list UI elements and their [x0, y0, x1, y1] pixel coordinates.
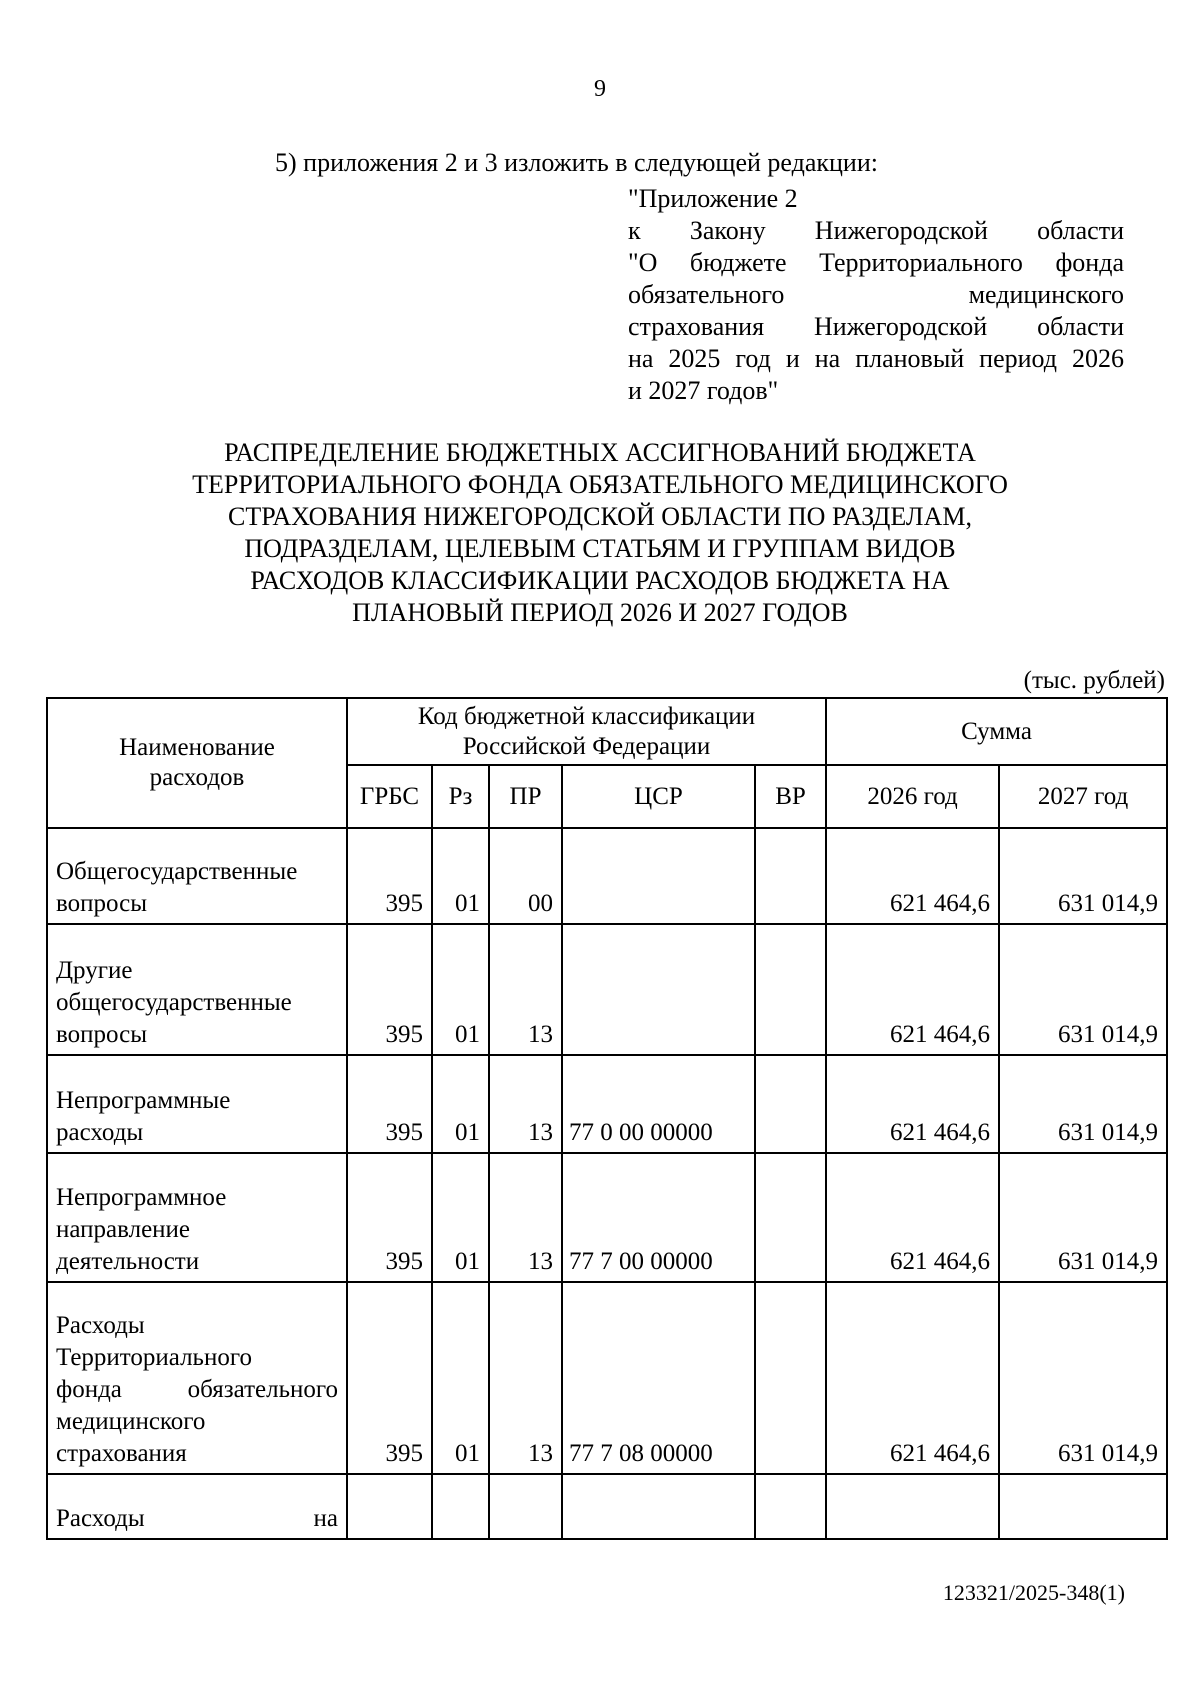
cell-csr	[562, 924, 755, 1055]
cell-2027: 631 014,9	[999, 1055, 1167, 1153]
cell-2027	[999, 1474, 1167, 1539]
row-name-line: общегосударственные	[56, 989, 292, 1016]
row-name-line: Непрограммные	[56, 1087, 231, 1114]
row-name-line: вопросы	[56, 890, 148, 917]
table-row	[47, 1153, 1167, 1282]
appendix-line: на 2025 год и на плановый период 2026	[628, 344, 1124, 373]
header-rz: Рз	[432, 765, 489, 828]
cell-vr	[755, 1153, 826, 1282]
row-name-line: вопросы	[56, 1021, 148, 1048]
row-name-line: Общегосударственные	[56, 858, 298, 885]
cell-2026: 621 464,6	[826, 1282, 999, 1474]
row-name-line: Территориального	[56, 1344, 252, 1371]
row-name-line: Другие	[56, 957, 133, 984]
cell-2026: 621 464,6	[826, 828, 999, 924]
units-label: (тыс. рублей)	[1023, 667, 1165, 694]
cell-vr	[755, 828, 826, 924]
appendix-line: к Закону Нижегородской области	[628, 216, 1124, 245]
cell-2026: 621 464,6	[826, 1153, 999, 1282]
cell-pr	[489, 1474, 562, 1539]
cell-grbs: 395	[347, 924, 432, 1055]
title-line: ПОДРАЗДЕЛАМ, ЦЕЛЕВЫМ СТАТЬЯМ И ГРУППАМ ВИДОВ	[244, 534, 956, 563]
row-name-line: фонда обязательного	[56, 1376, 338, 1403]
cell-vr	[755, 1282, 826, 1474]
title-line: РАСПРЕДЕЛЕНИЕ БЮДЖЕТНЫХ АССИГНОВАНИЙ БЮДЖЕТА	[224, 438, 976, 467]
header-code-group: Код бюджетной классификации Российской Федерации	[347, 698, 826, 765]
row-name-line: Расходы на	[56, 1505, 338, 1532]
appendix-line: обязательного медицинского	[628, 280, 1124, 309]
cell-pr: 13	[489, 1153, 562, 1282]
cell-csr	[562, 828, 755, 924]
header-2027: 2027 год	[999, 765, 1167, 828]
table-row	[47, 828, 1167, 924]
row-name	[47, 924, 347, 1055]
table-row	[47, 1474, 1167, 1539]
cell-grbs: 395	[347, 828, 432, 924]
cell-rz: 01	[432, 828, 489, 924]
row-name-line: расходы	[56, 1119, 144, 1146]
row-name-line: Расходы	[56, 1312, 145, 1339]
title-line: ТЕРРИТОРИАЛЬНОГО ФОНДА ОБЯЗАТЕЛЬНОГО МЕДИЦИНСКОГО	[192, 470, 1008, 499]
cell-rz: 01	[432, 1153, 489, 1282]
header-sum-group: Сумма	[826, 698, 1167, 765]
cell-2027: 631 014,9	[999, 1153, 1167, 1282]
document-title	[0, 437, 1200, 629]
cell-grbs	[347, 1474, 432, 1539]
intro-text: 5) приложения 2 и 3 изложить в следующей редакции:	[275, 148, 878, 177]
cell-pr: 13	[489, 1055, 562, 1153]
cell-vr	[755, 1055, 826, 1153]
cell-2027: 631 014,9	[999, 1282, 1167, 1474]
row-name-line: деятельности	[56, 1248, 200, 1275]
row-name	[47, 1474, 347, 1539]
header-csr: ЦСР	[562, 765, 755, 828]
table-row	[47, 1282, 1167, 1474]
cell-csr: 77 7 00 00000	[562, 1153, 755, 1282]
cell-pr: 13	[489, 924, 562, 1055]
header-name: Наименование расходов	[47, 698, 347, 828]
cell-rz: 01	[432, 1055, 489, 1153]
header-2026: 2026 год	[826, 765, 999, 828]
cell-csr: 77 0 00 00000	[562, 1055, 755, 1153]
table-row	[47, 924, 1167, 1055]
cell-rz	[432, 1474, 489, 1539]
cell-grbs: 395	[347, 1282, 432, 1474]
appendix-reference	[628, 183, 1124, 407]
header-grbs: ГРБС	[347, 765, 432, 828]
cell-pr: 13	[489, 1282, 562, 1474]
cell-2027: 631 014,9	[999, 924, 1167, 1055]
cell-2027: 631 014,9	[999, 828, 1167, 924]
title-line: РАСХОДОВ КЛАССИФИКАЦИИ РАСХОДОВ БЮДЖЕТА НА	[250, 566, 950, 595]
row-name-line: медицинского	[56, 1408, 206, 1435]
document-code: 123321/2025-348(1)	[942, 1580, 1125, 1605]
cell-grbs: 395	[347, 1055, 432, 1153]
cell-2026: 621 464,6	[826, 924, 999, 1055]
row-name	[47, 1282, 347, 1474]
cell-rz: 01	[432, 924, 489, 1055]
page-number: 9	[594, 76, 606, 102]
cell-grbs: 395	[347, 1153, 432, 1282]
row-name-line: страхования	[56, 1440, 187, 1467]
table-row	[47, 1055, 1167, 1153]
cell-csr	[562, 1474, 755, 1539]
row-name-line: направление	[56, 1216, 191, 1243]
appendix-line: страхования Нижегородской области	[628, 312, 1124, 341]
row-name	[47, 1055, 347, 1153]
header-vr: ВР	[755, 765, 826, 828]
title-line: ПЛАНОВЫЙ ПЕРИОД 2026 И 2027 ГОДОВ	[352, 598, 848, 627]
row-name	[47, 828, 347, 924]
cell-csr: 77 7 08 00000	[562, 1282, 755, 1474]
row-name	[47, 1153, 347, 1282]
cell-rz: 01	[432, 1282, 489, 1474]
cell-vr	[755, 924, 826, 1055]
cell-2026	[826, 1474, 999, 1539]
cell-pr: 00	[489, 828, 562, 924]
budget-table	[46, 697, 1168, 1540]
appendix-line: и 2027 годов"	[628, 376, 779, 405]
title-line: СТРАХОВАНИЯ НИЖЕГОРОДСКОЙ ОБЛАСТИ ПО РАЗДЕЛАМ,	[228, 502, 972, 531]
appendix-line: "О бюджете Территориального фонда	[628, 248, 1124, 277]
cell-vr	[755, 1474, 826, 1539]
header-pr: ПР	[489, 765, 562, 828]
cell-2026: 621 464,6	[826, 1055, 999, 1153]
appendix-line: "Приложение 2	[628, 184, 798, 213]
row-name-line: Непрограммное	[56, 1184, 227, 1211]
